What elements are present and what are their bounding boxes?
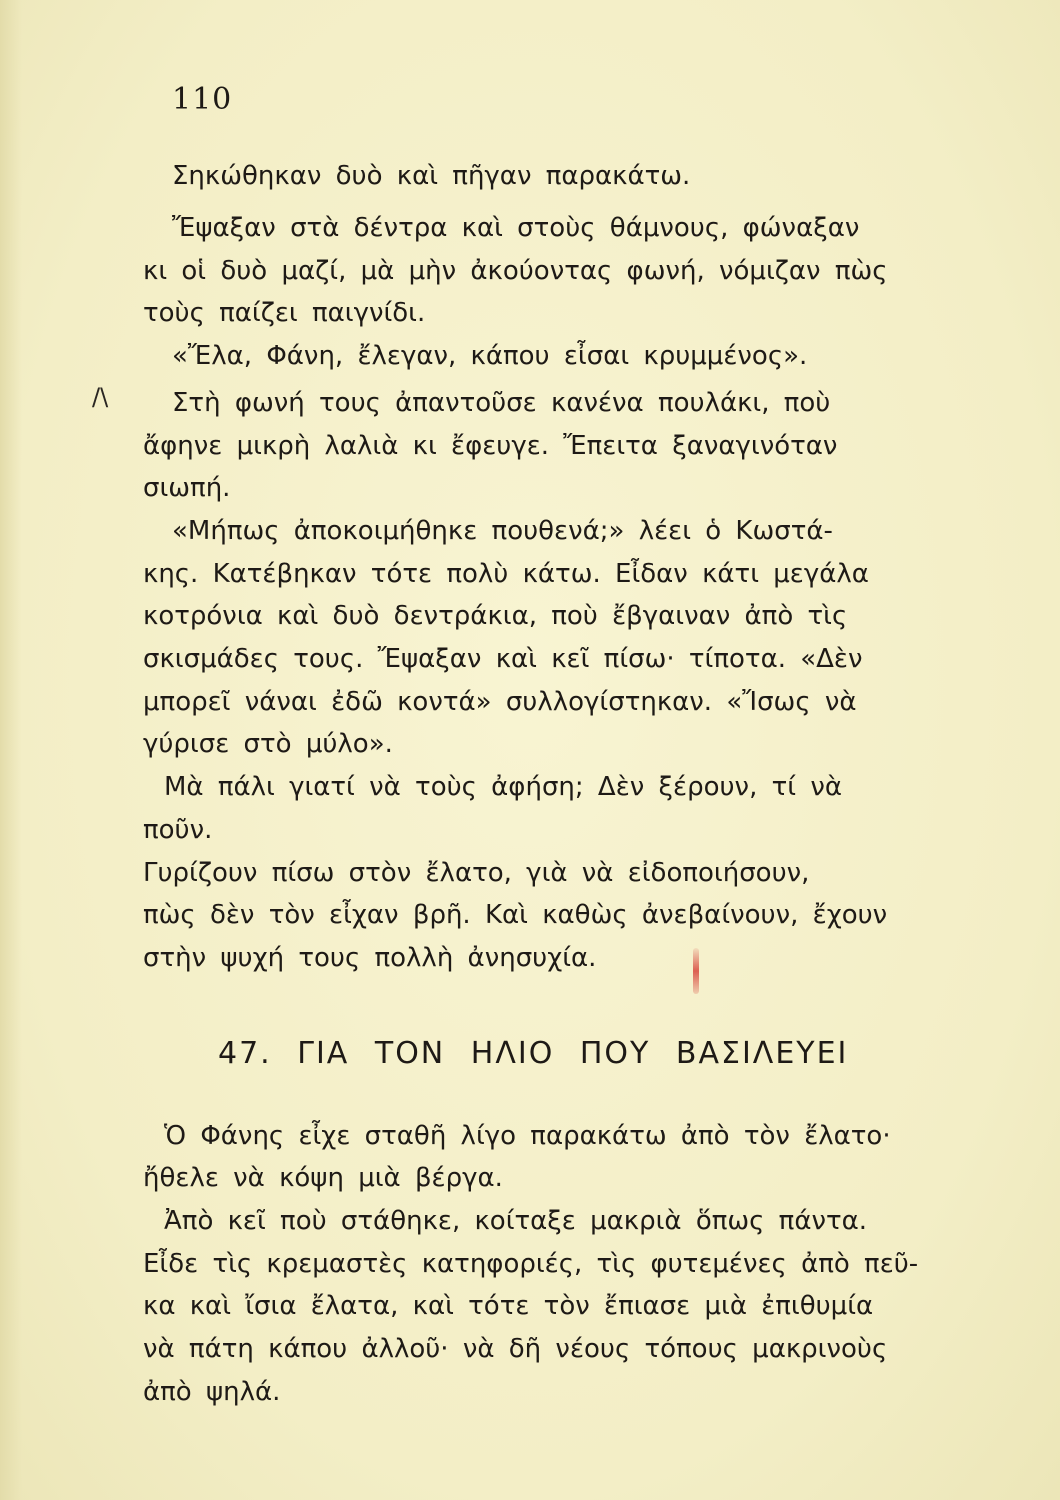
text-line: Ὁ Φάνης εἶχε σταθῆ λίγο παρακάτω ἀπὸ τὸν ἔλατο· bbox=[164, 1121, 891, 1151]
page-binding-shadow bbox=[0, 0, 22, 1500]
text-line: Γυρίζουν πίσω στὸν ἔλατο, γιὰ νὰ εἰδοποιήσουν, bbox=[143, 858, 810, 888]
page-number: 110 bbox=[172, 82, 233, 117]
red-ink-mark bbox=[693, 948, 699, 994]
text-line: νὰ πάτη κάπου ἀλλοῦ· νὰ δῆ νέους τόπους μακρινοὺς bbox=[143, 1334, 888, 1364]
text-line: Εἶδε τὶς κρεμαστὲς κατηφοριές, τὶς φυτεμένες ἀπὸ πεῦ- bbox=[143, 1249, 919, 1279]
text-line: σιωπή. bbox=[143, 473, 231, 503]
text-line: σκισμάδες τους. Ἔψαξαν καὶ κεῖ πίσω· τίποτα. «Δὲν bbox=[143, 644, 863, 674]
text-line: κι οἱ δυὸ μαζί, μὰ μὴν ἀκούοντας φωνή, νόμιζαν πὼς bbox=[143, 256, 888, 286]
text-line: κοτρόνια καὶ δυὸ δεντράκια, ποὺ ἔβγαιναν ἀπὸ τὶς bbox=[143, 601, 848, 631]
text-line: ποῦν. bbox=[143, 815, 213, 845]
margin-pencil-mark: /\ bbox=[92, 383, 109, 411]
text-line: Σηκώθηκαν δυὸ καὶ πῆγαν παρακάτω. bbox=[172, 161, 691, 191]
text-line: μπορεῖ νάναι ἐδῶ κοντά» συλλογίστηκαν. «Ἴσως νὰ bbox=[143, 687, 857, 717]
text-line: ἤθελε νὰ κόψη μιὰ βέργα. bbox=[143, 1163, 503, 1193]
text-line: Ἀπὸ κεῖ ποὺ στάθηκε, κοίταξε μακριὰ ὅπως πάντα. bbox=[164, 1206, 868, 1236]
text-line: στὴν ψυχή τους πολλὴ ἀνησυχία. bbox=[143, 943, 597, 973]
text-line: κα καὶ ἴσια ἔλατα, καὶ τότε τὸν ἔπιασε μιὰ ἐπιθυμία bbox=[143, 1291, 874, 1321]
text-line: «Μήπως ἀποκοιμήθηκε πουθενά;» λέει ὁ Κωστά- bbox=[172, 516, 833, 546]
text-line: γύρισε στὸ μύλο». bbox=[143, 729, 393, 759]
text-line: ἀπὸ ψηλά. bbox=[143, 1377, 281, 1407]
text-line: Μὰ πάλι γιατί νὰ τοὺς ἀφήση; Δὲν ξέρουν, τί νὰ bbox=[164, 772, 842, 802]
text-line: πὼς δὲν τὸν εἶχαν βρῆ. Καὶ καθὼς ἀνεβαίνουν, ἔχουν bbox=[143, 900, 888, 930]
text-line: τοὺς παίζει παιγνίδι. bbox=[143, 298, 426, 328]
text-line: Ἔψαξαν στὰ δέντρα καὶ στοὺς θάμνους, φώναξαν bbox=[172, 213, 860, 243]
text-line: κης. Κατέβηκαν τότε πολὺ κάτω. Εἶδαν κάτι μεγάλα bbox=[143, 559, 869, 589]
text-line: ἄφηνε μικρὴ λαλιὰ κι ἔφευγε. Ἔπειτα ξαναγινόταν bbox=[143, 431, 838, 461]
text-line: Στὴ φωνή τους ἀπαντοῦσε κανένα πουλάκι, ποὺ bbox=[172, 388, 831, 418]
text-line: «Ἔλα, Φάνη, ἔλεγαν, κάπου εἶσαι κρυμμένος». bbox=[172, 341, 808, 371]
section-heading: 47. ΓΙΑ ΤΟΝ ΗΛΙΟ ΠΟΥ ΒΑΣΙΛΕΥΕΙ bbox=[218, 1036, 849, 1071]
